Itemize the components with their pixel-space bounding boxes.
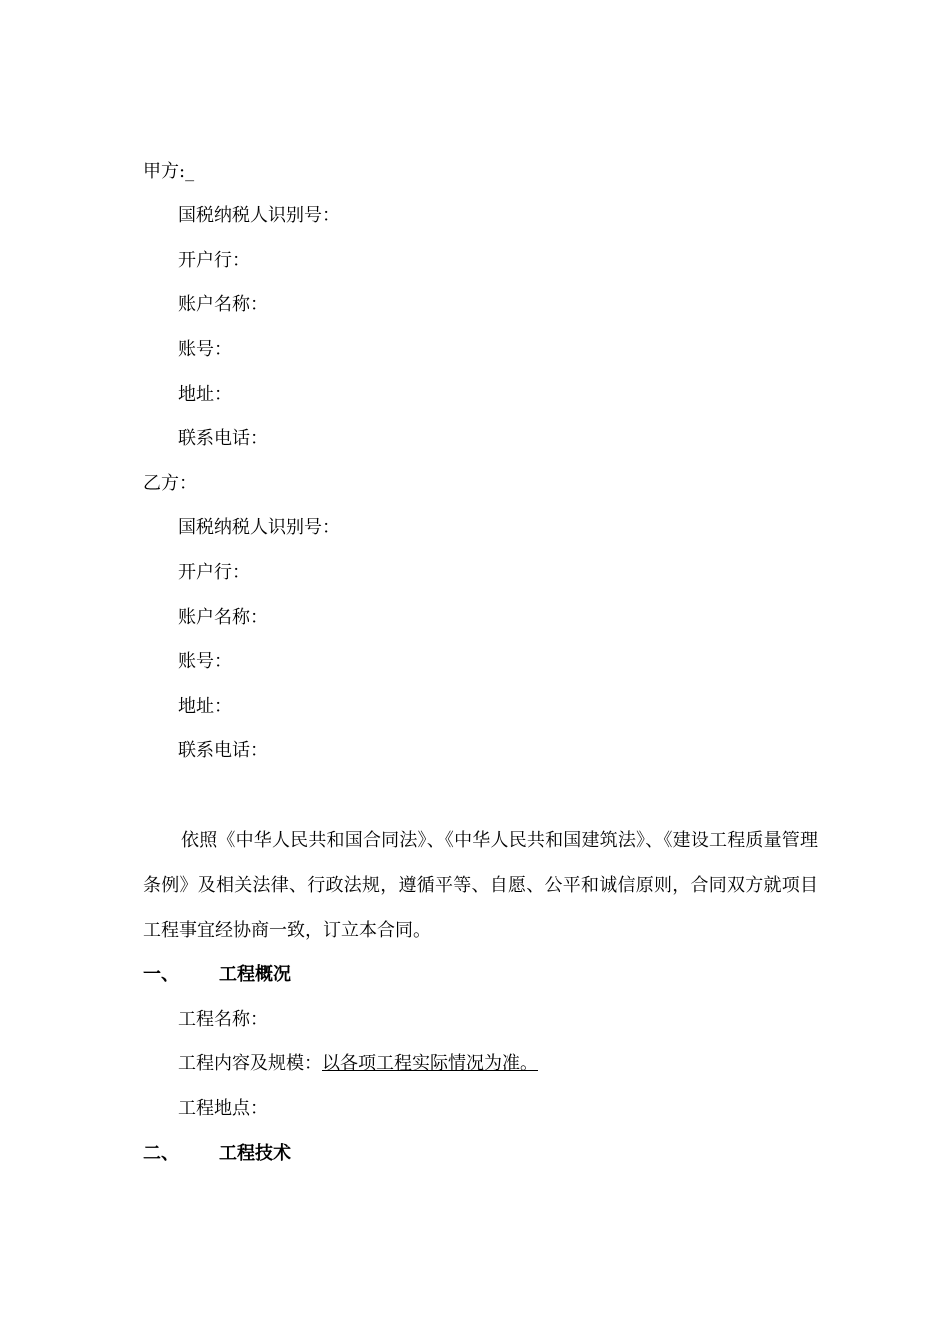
project-scope-value: 以各项工程实际情况为准。 (322, 1053, 538, 1074)
party-a-tax-id: 国税纳税人识别号： (178, 205, 340, 226)
party-a-account-name: 账户名称： (178, 294, 268, 315)
section-1-number: 一、 (143, 964, 179, 985)
section-1-title: 工程概况 (219, 964, 291, 985)
section-1-heading (143, 963, 291, 987)
section-2-number: 二、 (143, 1143, 179, 1164)
party-b-phone: 联系电话： (178, 740, 268, 761)
project-scope-label: 工程内容及规模： (178, 1053, 322, 1074)
party-a-address: 地址： (178, 384, 232, 405)
project-location-field: 工程地点： (178, 1098, 268, 1119)
party-b-address: 地址： (178, 696, 232, 717)
party-b-bank: 开户行： (178, 562, 250, 583)
party-a-bank: 开户行： (178, 250, 250, 271)
party-b-tax-id: 国税纳税人识别号： (178, 517, 340, 538)
party-a-label: 甲方:_ (143, 161, 195, 182)
project-name-field: 工程名称： (178, 1009, 268, 1030)
party-b-account-name: 账户名称： (178, 607, 268, 628)
preamble-paragraph: 依照《中华人民共和国合同法》、《中华人民共和国建筑法》、《建设工程质量管理条例》及相关法律、行政法规，遵循平等、自愿、公平和诚信原则，合同双方就项目工程事宜经协商一致，订立本合同。 (143, 830, 818, 941)
party-b-account-no: 账号： (178, 651, 232, 672)
section-2-heading (143, 1142, 291, 1166)
party-a-account-no: 账号： (178, 339, 232, 360)
party-b-label: 乙方： (143, 473, 197, 494)
project-scope-field (178, 1052, 538, 1076)
party-a-phone: 联系电话： (178, 428, 268, 449)
section-2-title: 工程技术 (219, 1143, 291, 1164)
